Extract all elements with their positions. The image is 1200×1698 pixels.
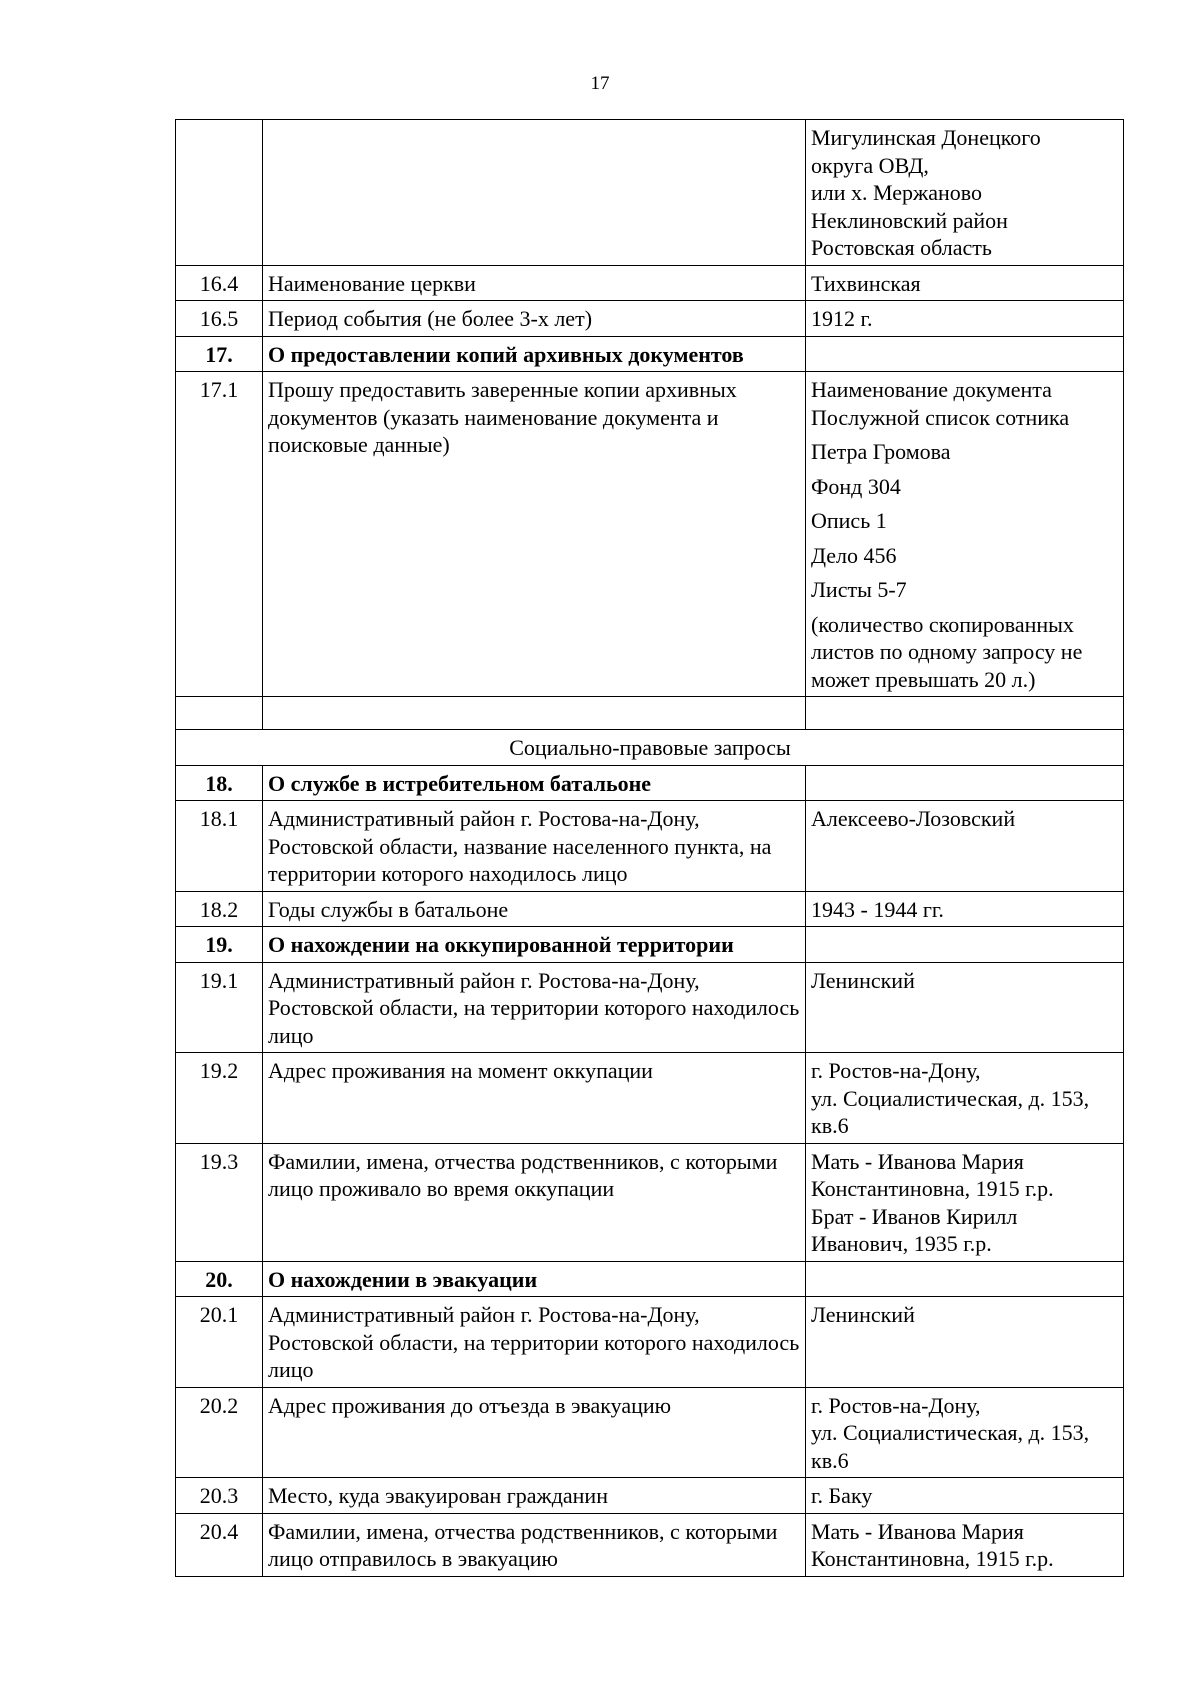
request-form-table: [175, 119, 1124, 1577]
field-value: Ленинский: [806, 1297, 1124, 1388]
table-row-16-5: [176, 301, 1124, 337]
row-number: 19.1: [176, 962, 263, 1053]
section-title: О нахождении в эвакуации: [263, 1261, 806, 1297]
section-banner: Социально-правовые запросы: [176, 730, 1124, 766]
field-value-line: Наименование документа Послужной список сотника: [811, 377, 1070, 430]
row-number: 17.1: [176, 372, 263, 697]
row-number: 19.3: [176, 1143, 263, 1261]
field-label: Прошу предоставить заверенные копии архивных документов (указать наименование документа и поисковые данные): [263, 372, 806, 697]
field-value: [806, 927, 1124, 963]
field-value-line: (количество скопированных листов по одному запросу не может превышать 20 л.): [811, 611, 1083, 692]
row-number: 18.1: [176, 801, 263, 892]
field-label: Административный район г. Ростова-на-Дону, Ростовской области, на территории которого находилось лицо: [263, 962, 806, 1053]
table-row-banner: [176, 730, 1124, 766]
field-label: Адрес проживания до отъезда в эвакуацию: [263, 1387, 806, 1478]
field-label: Наименование церкви: [263, 265, 806, 301]
table-row-20-1: [176, 1297, 1124, 1388]
row-number: 20.1: [176, 1297, 263, 1388]
row-number: 17.: [176, 336, 263, 372]
table-row-20: [176, 1261, 1124, 1297]
table-row-16-4: [176, 265, 1124, 301]
table-row-continuation: [176, 120, 1124, 266]
row-number: [176, 697, 263, 730]
field-label: Адрес проживания на момент оккупации: [263, 1053, 806, 1144]
table-row-18-1: [176, 801, 1124, 892]
field-label: Место, куда эвакуирован гражданин: [263, 1478, 806, 1514]
row-number: 20.4: [176, 1513, 263, 1576]
field-value: г. Баку: [806, 1478, 1124, 1514]
table-row-17-1: [176, 372, 1124, 697]
row-number: 18.2: [176, 891, 263, 927]
field-value: [806, 372, 1124, 697]
field-value-line: Дело 456: [811, 542, 897, 568]
table-row-19-3: [176, 1143, 1124, 1261]
field-value: Мать - Иванова Мария Константиновна, 1915 г.р. Брат - Иванов Кирилл Иванович, 1935 г.р.: [806, 1143, 1124, 1261]
field-value-line: Петра Громова: [811, 439, 951, 464]
table-row-18: [176, 765, 1124, 801]
field-label: Период события (не более 3-х лет): [263, 301, 806, 337]
request-form-table-body: [176, 120, 1124, 1577]
section-title: О службе в истребительном батальоне: [263, 765, 806, 801]
table-row-17: [176, 336, 1124, 372]
field-label: [263, 697, 806, 730]
field-value: [806, 765, 1124, 801]
field-value: г. Ростов-на-Дону, ул. Социалистическая, д. 153, кв.6: [806, 1387, 1124, 1478]
field-value-line: Опись 1: [811, 508, 887, 533]
field-value-line: Фонд 304: [811, 473, 901, 499]
field-value-line: Листы 5-7: [811, 577, 907, 602]
field-label: [263, 120, 806, 266]
field-value: Мать - Иванова Мария Константиновна, 1915 г.р.: [806, 1513, 1124, 1576]
field-label: Фамилии, имена, отчества родственников, с которыми лицо проживало во время оккупации: [263, 1143, 806, 1261]
field-label: Годы службы в батальоне: [263, 891, 806, 927]
row-number: 16.4: [176, 265, 263, 301]
field-value: Алексеево-Лозовский: [806, 801, 1124, 892]
field-value: Тихвинская: [806, 265, 1124, 301]
field-value: г. Ростов-на-Дону, ул. Социалистическая, д. 153, кв.6: [806, 1053, 1124, 1144]
table-row-19: [176, 927, 1124, 963]
section-title: О предоставлении копий архивных документов: [263, 336, 806, 372]
row-number: 18.: [176, 765, 263, 801]
table-row-empty: [176, 697, 1124, 730]
field-value: Мигулинская Донецкого округа ОВД, или х. Мержаново Неклиновский район Ростовская область: [806, 120, 1124, 266]
field-label: Административный район г. Ростова-на-Дону, Ростовской области, на территории которого находилось лицо: [263, 1297, 806, 1388]
field-label: Административный район г. Ростова-на-Дону, Ростовской области, название населенного пункта, на территории которого находилось лицо: [263, 801, 806, 892]
table-row-19-1: [176, 962, 1124, 1053]
page-number: 17: [590, 73, 610, 94]
table-row-20-3: [176, 1478, 1124, 1514]
field-value: [806, 1261, 1124, 1297]
field-value: [806, 336, 1124, 372]
row-number: 19.: [176, 927, 263, 963]
field-value: 1943 - 1944 гг.: [806, 891, 1124, 927]
section-title: О нахождении на оккупированной территории: [263, 927, 806, 963]
row-number: 20.3: [176, 1478, 263, 1514]
row-number: [176, 120, 263, 266]
table-row-18-2: [176, 891, 1124, 927]
field-value: 1912 г.: [806, 301, 1124, 337]
field-value: [806, 697, 1124, 730]
table-row-19-2: [176, 1053, 1124, 1144]
table-row-20-4: [176, 1513, 1124, 1576]
row-number: 20.: [176, 1261, 263, 1297]
field-label: Фамилии, имена, отчества родственников, с которыми лицо отправилось в эвакуацию: [263, 1513, 806, 1576]
table-row-20-2: [176, 1387, 1124, 1478]
row-number: 16.5: [176, 301, 263, 337]
row-number: 19.2: [176, 1053, 263, 1144]
field-value: Ленинский: [806, 962, 1124, 1053]
row-number: 20.2: [176, 1387, 263, 1478]
